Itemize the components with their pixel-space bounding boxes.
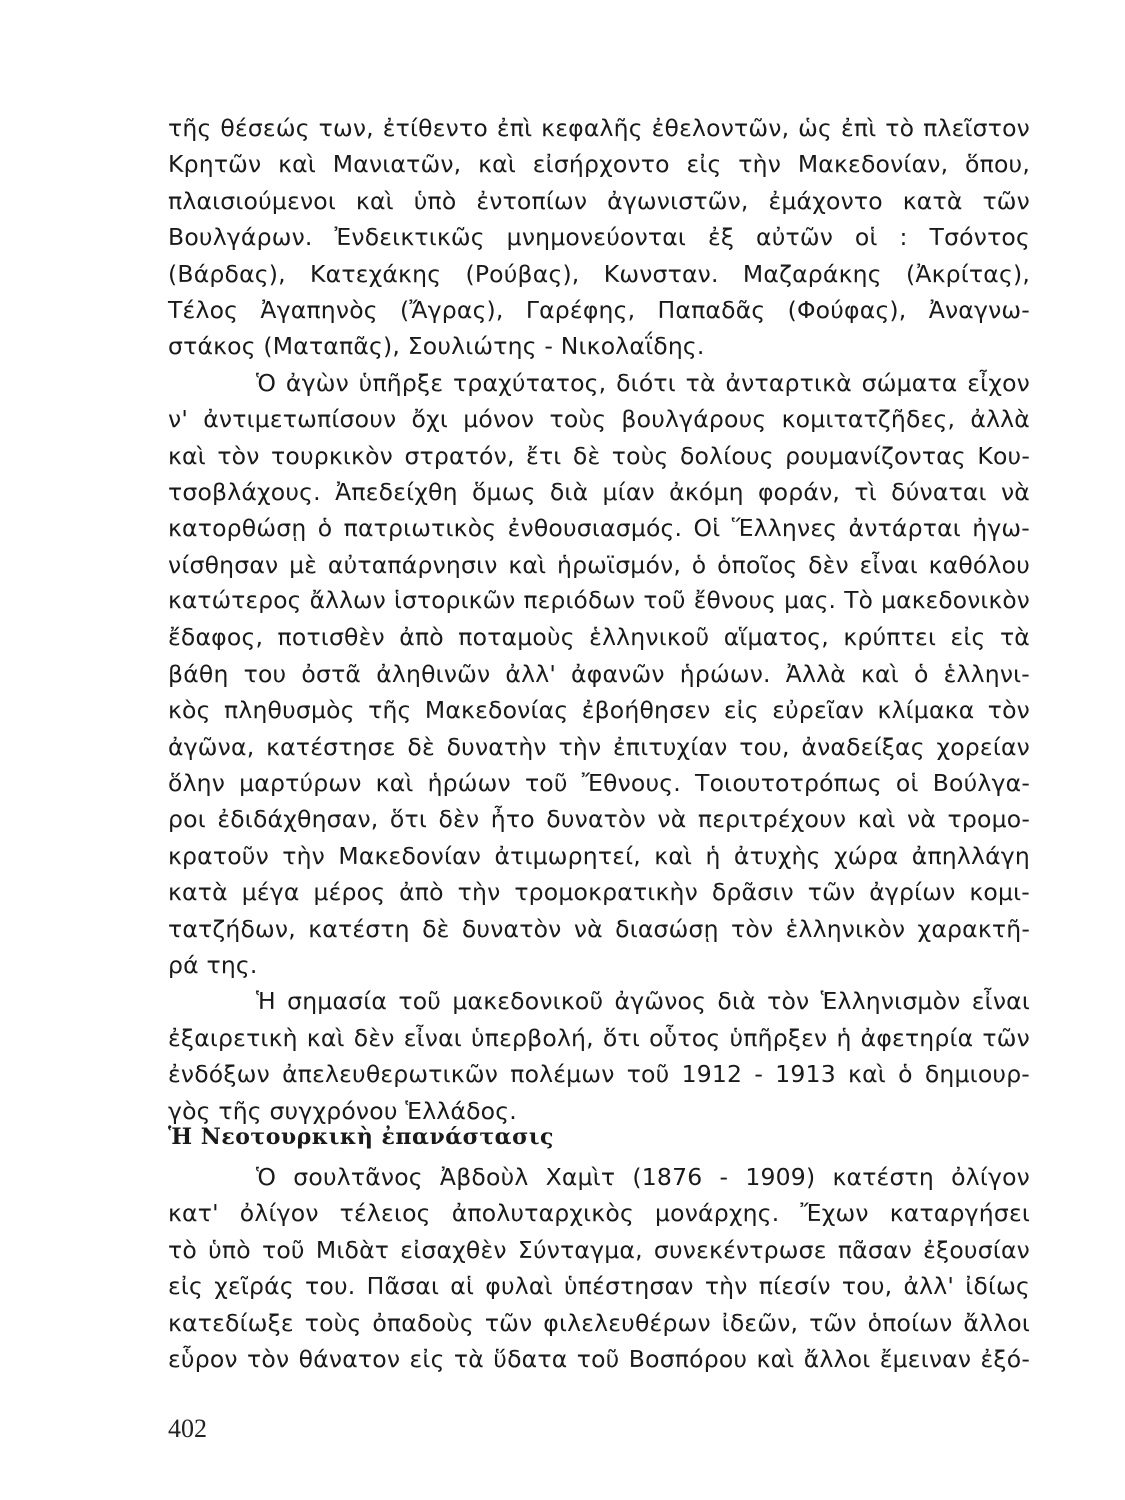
text-line: γὸς τῆς συγχρόνου Ἑλλάδος. <box>168 1096 517 1125</box>
text-line: τσοβλάχους. Ἀπεδείχθη ὅμως διὰ μίαν ἀκόμη φοράν, τὶ δύναται νὰ <box>168 477 1030 506</box>
text-line: εἰς χεῖράς του. Πᾶσαι αἱ φυλαὶ ὑπέστησαν τὴν πίεσίν του, ἀλλ' ἰδίως <box>168 1272 1030 1301</box>
text-line: Τέλος Ἀγαπηνὸς (Ἄγρας), Γαρέφης, Παπαδᾶς (Φούφας), Ἀναγνω- <box>168 295 1030 324</box>
page-number: 402 <box>168 1414 207 1443</box>
text-line: κὸς πληθυσμὸς τῆς Μακεδονίας ἐβοήθησεν εἰς εὐρεῖαν κλίμακα τὸν <box>168 696 1030 725</box>
text-line: Ἡ σημασία τοῦ μακεδονικοῦ ἀγῶνος διὰ τὸν Ἑλληνισμὸν εἶναι <box>256 987 1030 1016</box>
text-line: ρά της. <box>168 950 258 979</box>
text-line: τῆς θέσεώς των, ἐτίθεντο ἐπὶ κεφαλῆς ἐθελοντῶν, ὡς ἐπὶ τὸ πλεῖστον <box>168 114 1030 142</box>
text-line: κατὰ μέγα μέρος ἀπὸ τὴν τρομοκρατικὴν δρᾶσιν τῶν ἀγρίων κομι- <box>168 878 1030 907</box>
text-line: ν' ἀντιμετωπίσουν ὄχι μόνον τοὺς βουλγάρους κομιτατζῆδες, ἀλλὰ <box>168 405 1030 434</box>
text-line: τατζήδων, κατέστη δὲ δυνατὸν νὰ διασώσῃ τὸν ἑλληνικὸν χαρακτῆ- <box>168 914 1030 943</box>
text-line: κρατοῦν τὴν Μακεδονίαν ἀτιμωρητεί, καὶ ἡ ἀτυχὴς χώρα ἀπηλλάγη <box>168 841 1030 870</box>
body-text-top <box>168 110 1030 1129</box>
text-line: καὶ τὸν τουρκικὸν στρατόν, ἔτι δὲ τοὺς δολίους ρουμανίζοντας Κου- <box>168 441 1030 470</box>
text-line: (Βάρδας), Κατεχάκης (Ρούβας), Κωνσταν. Μαζαράκης (Ἀκρίτας), <box>168 259 1030 288</box>
text-line: τὸ ὑπὸ τοῦ Μιδὰτ εἰσαχθὲν Σύνταγμα, συνεκέντρωσε πᾶσαν ἐξουσίαν <box>168 1235 1030 1264</box>
text-line: ροι ἐδιδάχθησαν, ὅτι δὲν ἦτο δυνατὸν νὰ περιτρέχουν καὶ νὰ τρομο- <box>168 805 1030 834</box>
body-text-bottom <box>168 1159 1030 1377</box>
text-line: κατώτερος ἄλλων ἱστορικῶν περιόδων τοῦ ἔθνους μας. Τὸ μακεδονικὸν <box>168 587 1030 615</box>
text-line: βάθη του ὀστᾶ ἀληθινῶν ἀλλ' ἀφανῶν ἡρώων. Ἀλλὰ καὶ ὁ ἑλληνι- <box>168 659 1030 688</box>
text-line: ὅλην μαρτύρων καὶ ἡρώων τοῦ Ἔθνους. Τοιουτοτρόπως οἱ Βούλγα- <box>168 769 1030 798</box>
text-line: κατορθώσῃ ὁ πατριωτικὸς ἐνθουσιασμός. Οἱ Ἕλληνες ἀντάρται ἠγω- <box>168 514 1030 543</box>
text-line: ἀγῶνα, κατέστησε δὲ δυνατὴν τὴν ἐπιτυχίαν του, ἀναδείξας χορείαν <box>168 732 1030 761</box>
text-line: ἐξαιρετικὴ καὶ δὲν εἶναι ὑπερβολή, ὅτι οὗτος ὑπῆρξεν ἡ ἀφετηρία τῶν <box>168 1023 1030 1052</box>
text-line: ἔδαφος, ποτισθὲν ἀπὸ ποταμοὺς ἑλληνικοῦ αἵματος, κρύπτει εἰς τὰ <box>168 623 1030 652</box>
text-line: ἐνδόξων ἀπελευθερωτικῶν πολέμων τοῦ 1912 - 1913 καὶ ὁ δημιουρ- <box>168 1060 1030 1089</box>
text-line: στάκος (Ματαπᾶς), Σουλιώτης - Νικολαΐδης. <box>168 332 705 361</box>
text-line: Κρητῶν καὶ Μανιατῶν, καὶ εἰσήρχοντο εἰς τὴν Μακεδονίαν, ὅπου, <box>168 150 1030 179</box>
text-line: κατ' ὀλίγον τέλειος ἀπολυταρχικὸς μονάρχης. Ἔχων καταργήσει <box>168 1199 1030 1228</box>
section-heading: Ἡ Νεοτουρκικὴ ἐπανάστασις <box>168 1124 554 1150</box>
text-line: Ὁ σουλτᾶνος Ἀβδοὺλ Χαμὶτ (1876 - 1909) κατέστη ὀλίγον <box>256 1163 1030 1191</box>
text-line: κατεδίωξε τοὺς ὀπαδοὺς τῶν φιλελευθέρων ἰδεῶν, τῶν ὁποίων ἄλλοι <box>168 1308 1030 1337</box>
text-line: πλαισιούμενοι καὶ ὑπὸ ἐντοπίων ἀγωνιστῶν, ἐμάχοντο κατὰ τῶν <box>168 186 1030 215</box>
text-line: εὗρον τὸν θάνατον εἰς τὰ ὕδατα τοῦ Βοσπόρου καὶ ἄλλοι ἔμειναν ἐξό- <box>168 1344 1030 1373</box>
text-line: Βουλγάρων. Ἐνδεικτικῶς μνημονεύονται ἐξ αὐτῶν οἱ : Τσόντος <box>168 223 1030 252</box>
text-line: νίσθησαν μὲ αὐταπάρνησιν καὶ ἡρωϊσμόν, ὁ ὁποῖος δὲν εἶναι καθόλου <box>168 550 1030 579</box>
text-line: Ὁ ἀγὼν ὑπῆρξε τραχύτατος, διότι τὰ ἀνταρτικὰ σώματα εἶχον <box>256 368 1030 397</box>
